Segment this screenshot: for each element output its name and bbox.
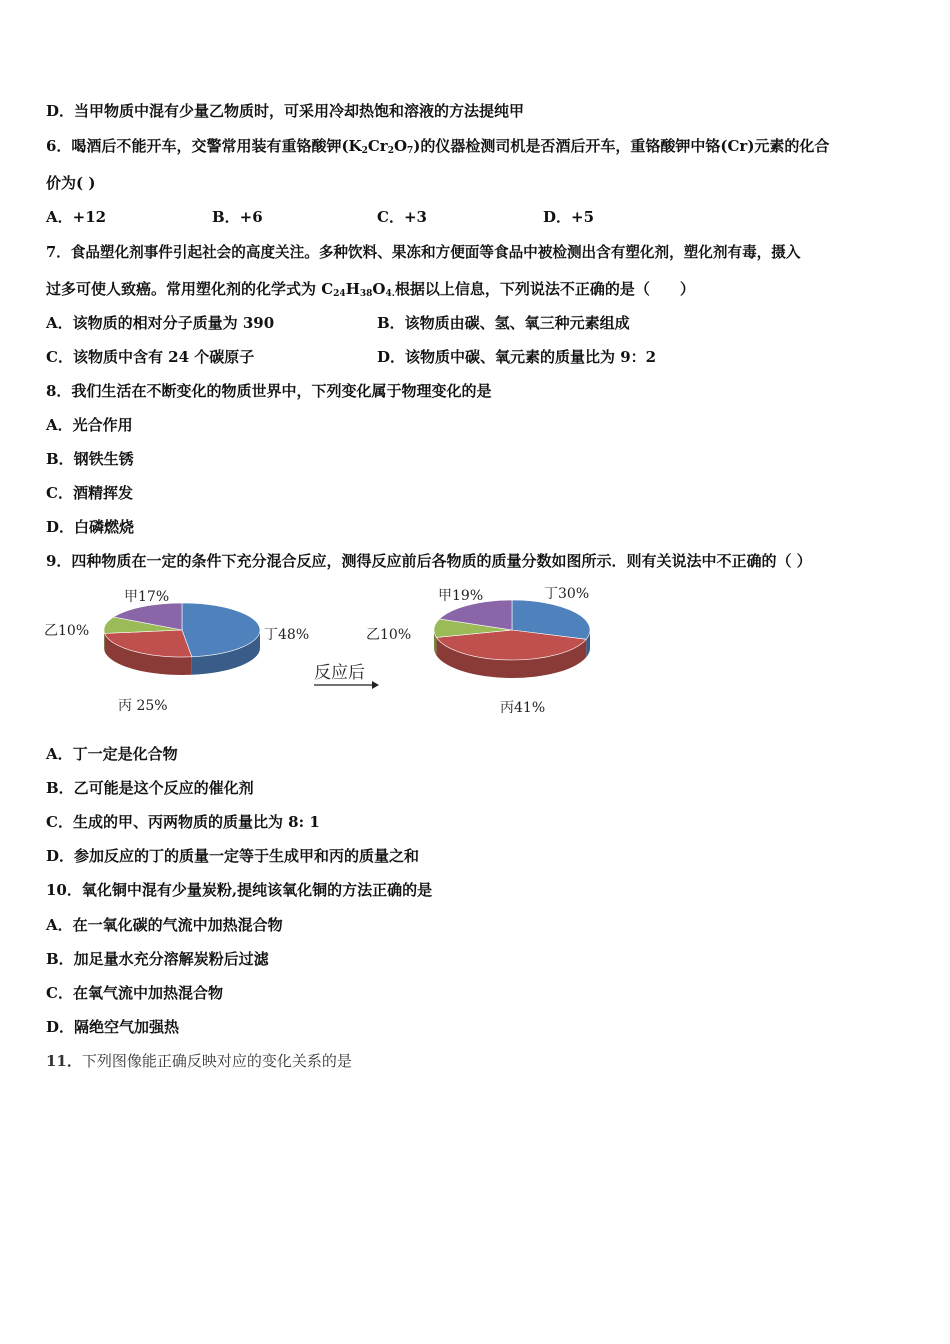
q8-option-b: B．钢铁生锈 [46, 450, 134, 468]
q6-option-a: A．+12 [46, 208, 107, 226]
q6-sub-cr: 2 [387, 146, 394, 156]
q9-option-a: A．丁一定是化合物 [46, 745, 178, 763]
q6-option-b: B．+6 [212, 208, 263, 226]
q6-stem-b: Cr [367, 137, 388, 155]
q7-stem-c: O [372, 280, 386, 298]
q10-option-c: C．在氧气流中加热混合物 [46, 984, 223, 1002]
pie-before-label-jia: 甲17% [124, 589, 170, 605]
q8-option-a: A．光合作用 [46, 416, 133, 434]
q7-sub-h: 38 [359, 289, 373, 299]
q7-stem-line2 [46, 279, 695, 299]
q7-stem-line1: 7．食品塑化剂事件引起社会的高度关注。多种饮料、果冻和方便面等食品中被检测出含有塑化剂，塑化剂有毒，摄入 [46, 244, 801, 261]
q7-option-c: C．该物质中含有 24 个碳原子 [46, 348, 255, 366]
q9-option-d: D．参加反应的丁的质量一定等于生成甲和丙的质量之和 [46, 847, 420, 865]
q8-stem: 8．我们生活在不断变化的物质世界中，下列变化属于物理变化的是 [46, 382, 492, 400]
pie-before-label-yi: 乙10% [44, 623, 90, 639]
q8-option-d: D．白磷燃烧 [46, 518, 135, 536]
pie-after-label-yi: 乙10% [366, 627, 412, 643]
q7-stem-d: 根据以上信息，下列说法不正确的是（ ） [394, 280, 695, 298]
q9-pie-charts [36, 578, 616, 723]
pie-before-label-bing: 丙 25% [118, 698, 168, 714]
q7-stem-b: H [345, 280, 360, 298]
q6-option-c: C．+3 [377, 208, 427, 226]
q9-stem: 9．四种物质在一定的条件下充分混合反应，测得反应前后各物质的质量分数如图所示．则有关说法中不正确的（ ） [46, 552, 812, 570]
q5-option-d: D．当甲物质中混有少量乙物质时，可采用冷却热饱和溶液的方法提纯甲 [46, 102, 525, 120]
pie-before-label-ding: 丁48% [264, 627, 310, 643]
q10-option-d: D．隔绝空气加强热 [46, 1018, 180, 1036]
q7-sub-o: 4. [385, 289, 395, 299]
q9-option-b: B．乙可能是这个反应的催化剂 [46, 779, 254, 797]
q9-option-c: C．生成的甲、丙两物质的质量比为 8: 1 [46, 813, 320, 831]
q7-stem-a: 过多可使人致癌。常用塑化剂的化学式为 C [46, 280, 334, 298]
pie-after-label-ding: 丁30% [544, 586, 590, 602]
pie-after-label-bing: 丙41% [500, 700, 546, 716]
q7-sub-c: 24 [333, 289, 346, 299]
pie-after-label-jia: 甲19% [438, 588, 484, 604]
arrow-label: 反应后 [314, 663, 365, 683]
q6-stem-a: 6．喝酒后不能开车，交警常用装有重铬酸钾(K [46, 137, 362, 155]
q6-sub-o: 7 [407, 146, 414, 156]
q11-stem [46, 1051, 352, 1071]
q6-sub-k: 2 [361, 146, 368, 156]
q6-stem-line1 [46, 136, 829, 156]
q10-stem: 10．氧化铜中混有少量炭粉,提纯该氧化铜的方法正确的是 [46, 881, 433, 899]
q10-option-b: B．加足量水充分溶解炭粉后过滤 [46, 950, 269, 968]
q6-stem-c: O [393, 137, 408, 155]
pie-after [434, 600, 590, 678]
q7-option-a: A．该物质的相对分子质量为 390 [46, 314, 275, 332]
q10-option-a: A．在一氧化碳的气流中加热混合物 [46, 916, 283, 934]
pie-before [104, 603, 260, 675]
q6-stem-d: )的仪器检测司机是否酒后开车，重铬酸钾中铬(Cr)元素的化合 [413, 137, 830, 155]
q7-option-d: D．该物质中碳、氧元素的质量比为 9：2 [377, 348, 657, 366]
q11-text: 下列图像能正确反映对应的变化关系的是 [81, 1052, 352, 1070]
q8-option-c: C．酒精挥发 [46, 484, 133, 502]
q7-option-b: B．该物质由碳、氢、氧三种元素组成 [377, 314, 630, 332]
q11-number: 11． [46, 1052, 82, 1070]
arrow-head [372, 681, 379, 689]
q6-option-d: D．+5 [543, 208, 595, 226]
q6-stem-line2: 价为( ) [46, 174, 96, 192]
